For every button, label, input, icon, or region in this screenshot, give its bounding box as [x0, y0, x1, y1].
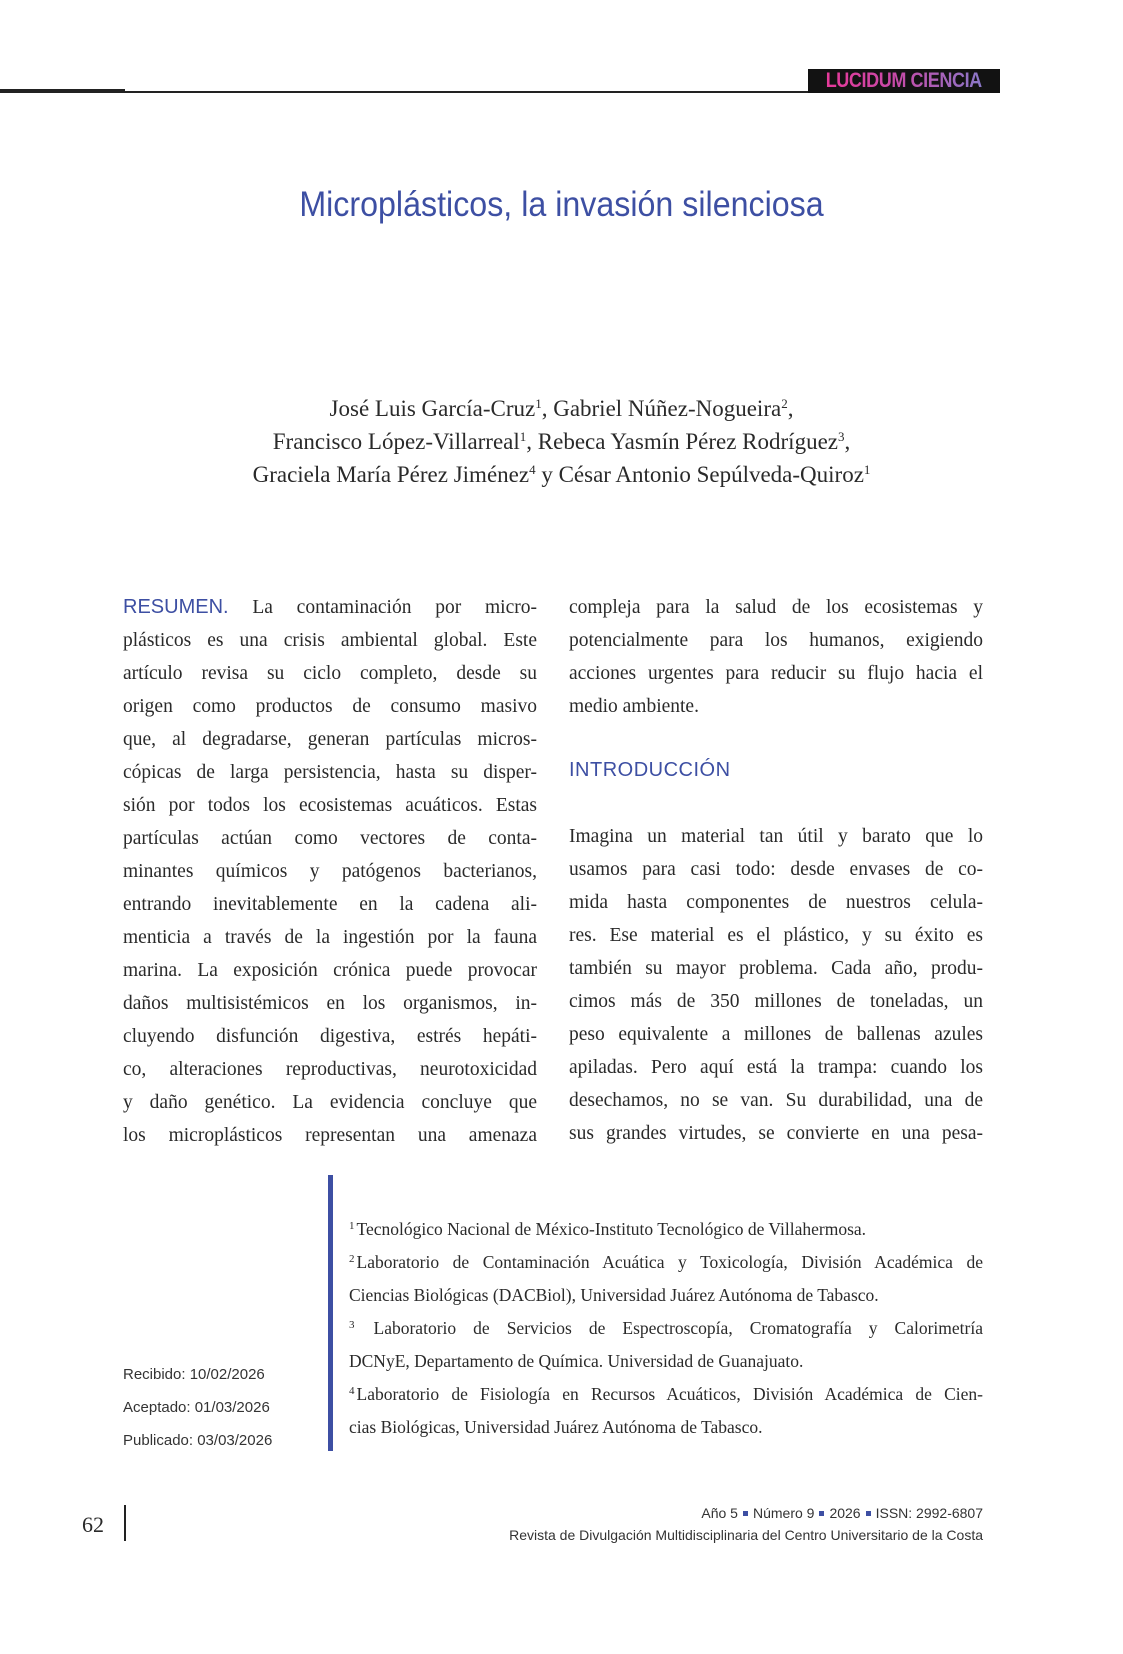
introduction-line: peso equivalente a millones de ballenas azules — [569, 1024, 983, 1045]
abstract-line: menticia a través de la ingestión por la fauna — [123, 927, 537, 948]
abstract-line: acciones urgentes para reducir su flujo hacia el — [569, 663, 983, 684]
affiliation-text: Laboratorio de Fisiología en Recursos Acuáticos, División Académica de Cien- — [356, 1384, 983, 1404]
journal-badge-text: LUCIDUM CIENCIA — [825, 69, 983, 92]
abstract-line: que, al degradarse, generan partículas micros- — [123, 729, 537, 750]
abstract-line: los microplásticos representan una amenaza — [123, 1125, 537, 1146]
author-name: Graciela María Pérez Jiménez — [252, 462, 530, 487]
author-affiliation-mark: 3 — [837, 429, 845, 444]
introduction-line: sus grandes virtudes, se convierte en una pesa- — [569, 1123, 983, 1144]
abstract-line: cópicas de larga persistencia, hasta su disper- — [123, 762, 537, 783]
abstract-line: sión por todos los ecosistemas acuáticos. Estas — [123, 795, 537, 816]
issn: ISSN: 2992-6807 — [875, 1505, 983, 1521]
author-name: Rebeca Yasmín Pérez Rodríguez — [537, 429, 838, 454]
date-received: Recibido: 10/02/2026 — [123, 1366, 265, 1383]
affiliation-mark: 2 — [349, 1253, 355, 1265]
abstract-line: artículo revisa su ciclo completo, desde su — [123, 663, 537, 684]
affiliation-text: Tecnológico Nacional de México-Instituto Tecnológico de Villahermosa. — [356, 1219, 867, 1239]
author-separator: , — [526, 429, 538, 454]
affiliation-text: Laboratorio de Servicios de Espectroscopía, Cromatografía y Calorimetría — [356, 1318, 983, 1338]
abstract-column — [123, 591, 537, 1152]
author-separator: , — [844, 429, 851, 454]
right-column — [569, 591, 983, 1150]
abstract-line: daños multisistémicos en los organismos, in- — [123, 993, 537, 1014]
abstract-line: y daño genético. La evidencia concluye que — [123, 1092, 537, 1113]
date-accepted: Aceptado: 01/03/2026 — [123, 1399, 270, 1416]
abstract-text: La contaminación por micro- — [228, 597, 537, 618]
publication-dates — [123, 1358, 272, 1457]
affiliations-accent-bar — [328, 1175, 333, 1451]
introduction-line: desechamos, no se van. Su durabilidad, una de — [569, 1090, 983, 1111]
affiliation-line — [349, 1246, 983, 1279]
author-name: Gabriel Núñez-Nogueira — [553, 396, 782, 421]
author-line — [0, 458, 1123, 491]
introduction-line: usamos para casi todo: desde envases de co- — [569, 859, 983, 880]
affiliation-mark: 4 — [349, 1385, 355, 1397]
issue-year: Año 5 — [701, 1505, 738, 1521]
bullet-square-icon — [866, 1511, 871, 1516]
author-name: Francisco López-Villarreal — [272, 429, 520, 454]
affiliation-mark: 1 — [349, 1220, 355, 1232]
abstract-line: cluyendo disfunción digestiva, estrés hepáti- — [123, 1026, 537, 1047]
issue-info — [509, 1502, 983, 1524]
abstract-line: co, alteraciones reproductivas, neurotoxicidad — [123, 1059, 537, 1080]
author-affiliation-mark: 2 — [781, 396, 788, 411]
affiliation-line: Ciencias Biológicas (DACBiol), Universidad Juárez Autónoma de Tabasco. — [349, 1285, 879, 1305]
affiliations-block — [349, 1213, 983, 1444]
author-affiliation-mark: 1 — [863, 462, 871, 477]
author-line — [0, 392, 1123, 425]
abstract-line: marina. La exposición crónica puede provocar — [123, 960, 537, 981]
issue-number: Número 9 — [752, 1505, 815, 1521]
introduction-line: apiladas. Pero aquí está la trampa: cuando los — [569, 1057, 983, 1078]
article-title: Microplásticos, la invasión silenciosa — [299, 185, 824, 224]
introduction-line: Imagina un material tan útil y barato que lo — [569, 826, 983, 847]
bullet-square-icon — [743, 1511, 748, 1516]
affiliation-line: cias Biológicas, Universidad Juárez Autónoma de Tabasco. — [349, 1417, 763, 1437]
journal-badge — [808, 69, 1000, 93]
abstract-line — [123, 591, 537, 624]
affiliation-line — [349, 1378, 983, 1411]
affiliation-text: Laboratorio de Contaminación Acuática y Toxicología, División Académica de — [356, 1252, 983, 1272]
introduction-line: cimos más de 350 millones de toneladas, un — [569, 991, 983, 1012]
author-affiliation-mark: 1 — [535, 396, 542, 411]
journal-footer — [509, 1502, 983, 1546]
affiliation-mark: 3 — [349, 1319, 355, 1331]
introduction-line: res. Ese material es el plástico, y su éxito es — [569, 925, 983, 946]
author-affiliation-mark: 4 — [529, 462, 536, 477]
affiliation-line — [349, 1312, 983, 1345]
abstract-line: origen como productos de consumo masivo — [123, 696, 537, 717]
author-name: José Luis García-Cruz — [329, 396, 536, 421]
author-name: César Antonio Sepúlveda-Quiroz — [558, 462, 864, 487]
abstract-line: potencialmente para los humanos, exigiendo — [569, 630, 983, 651]
author-affiliation-mark: 1 — [519, 429, 527, 444]
abstract-line: medio ambiente. — [569, 696, 699, 717]
abstract-line: partículas actúan como vectores de conta- — [123, 828, 537, 849]
abstract-line: compleja para la salud de los ecosistemas y — [569, 597, 983, 618]
bullet-square-icon — [819, 1511, 824, 1516]
affiliation-line: DCNyE, Departamento de Química. Universidad de Guanajuato. — [349, 1351, 804, 1371]
abstract-label: RESUMEN. — [123, 596, 229, 618]
author-separator: y — [535, 462, 559, 487]
introduction-line: también su mayor problema. Cada año, produ- — [569, 958, 983, 979]
author-separator: , — [787, 396, 794, 421]
issue-date: 2026 — [829, 1505, 861, 1521]
author-line — [0, 425, 1123, 458]
abstract-line: plásticos es una crisis ambiental global. Este — [123, 630, 537, 651]
date-published: Publicado: 03/03/2026 — [123, 1432, 273, 1449]
abstract-line: minantes químicos y patógenos bacterianos, — [123, 861, 537, 882]
page-number: 62 — [82, 1512, 104, 1537]
journal-name: Revista de Divulgación Multidisciplinaria del Centro Universitario de la Costa — [509, 1527, 983, 1543]
introduction-line: mida hasta componentes de nuestros celula- — [569, 892, 983, 913]
abstract-line: entrando inevitablemente en la cadena ali- — [123, 894, 537, 915]
author-list — [0, 392, 1123, 491]
header-rule-accent — [0, 89, 125, 93]
introduction-heading: INTRODUCCIÓN — [569, 759, 731, 781]
author-separator: , — [541, 396, 554, 421]
affiliation-line — [349, 1213, 983, 1246]
page-number-divider — [124, 1505, 126, 1541]
